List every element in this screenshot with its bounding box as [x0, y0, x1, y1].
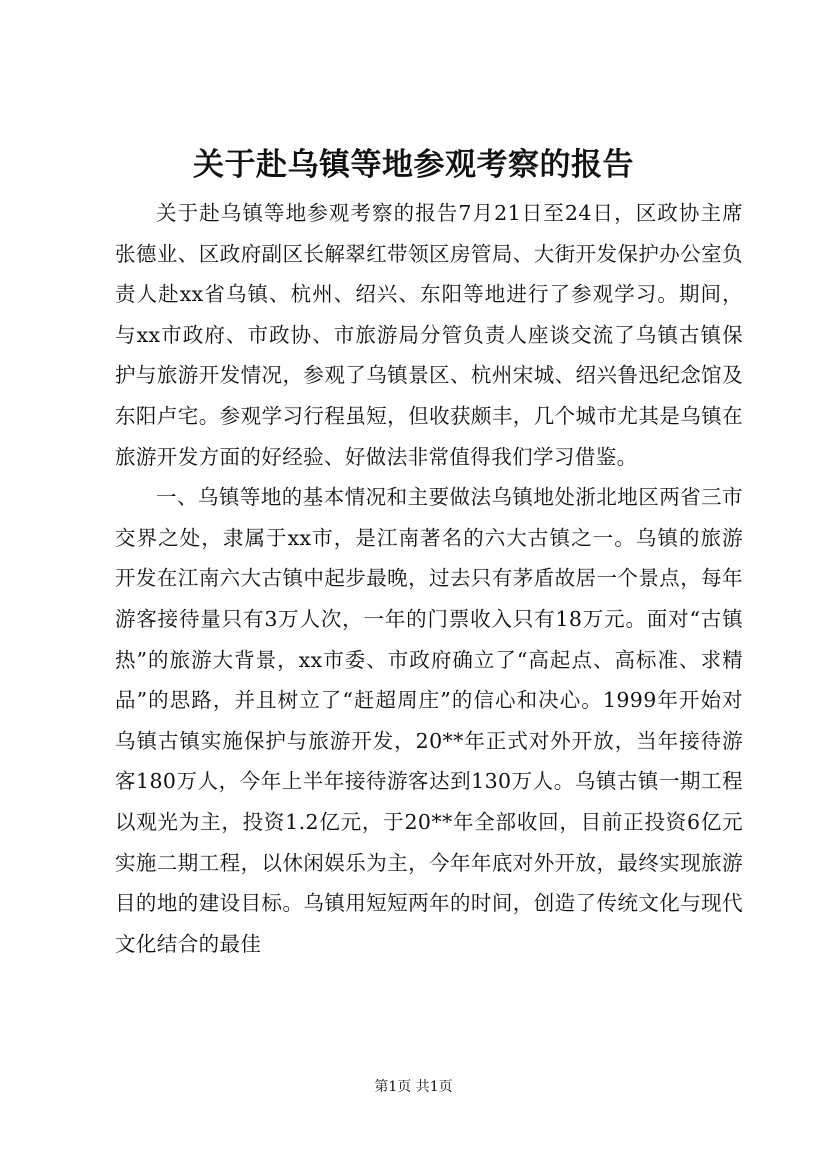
paragraph-intro: 关于赴乌镇等地参观考察的报告7月21日至24日，区政协主席张德业、区政府副区长解翠红带领区房管局、大街开发保护办公室负责人赴xx省乌镇、杭州、绍兴、东阳等地进行了参观学习。期间，与xx市政府、市政协、市旅游局分管负责人座谈交流了乌镇古镇保护与旅游开发情况，参观了乌镇景区、杭州宋城、绍兴鲁迅纪念馆及东阳卢宅。参观学习行程虽短，但收获颇丰，几个城市尤其是乌镇在旅游开发方面的好经验、好做法非常值得我们学习借鉴。 [115, 201, 743, 469]
page-number-footer: 第1页 共1页 [374, 1079, 453, 1095]
paragraph-section-one: 一、乌镇等地的基本情况和主要做法乌镇地处浙北地区两省三市交界之处，隶属于xx市，是江南著名的六大古镇之一。乌镇的旅游开发在江南六大古镇中起步最晚，过去只有茅盾故居一个景点，每年游客接待量只有3万人次，一年的门票收入只有18万元。面对“古镇热”的旅游大背景，xx市委、市政府确立了“高起点、高标准、求精品”的思路，并且树立了“赶超周庄”的信心和决心。1999年开始对乌镇古镇实施保护与旅游开发，20**年正式对外开放，当年接待游客180万人，今年上半年接待游客达到130万人。乌镇古镇一期工程以观光为主，投资1.2亿元，于20**年全部收回，目前正投资6亿元实施二期工程，以休闲娱乐为主，今年年底对外开放，最终实现旅游目的地的建设目标。乌镇用短短两年的时间，创造了传统文化与现代文化结合的最佳 [115, 485, 743, 956]
document-body [115, 193, 743, 964]
document-title: 关于赴乌镇等地参观考察的报告 [193, 147, 634, 183]
